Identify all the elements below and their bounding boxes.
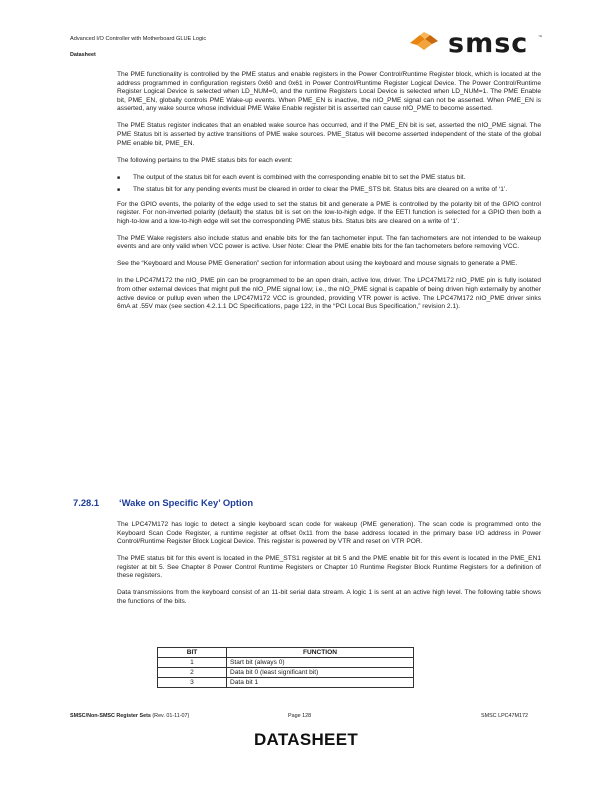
list-item-text: The status bit for any pending events must be cleared in order to clear the PME_STS bit. Status bits are cleared on a write of ‘1’.: [133, 186, 508, 194]
paragraph-pme-functionality: The PME functionality is controlled by the PME status and enable registers in the Power Control/Runtime Register block, which is located at the address programmed in configuration registers 0x60 and 0x61 in Power Control/Runtime Register Logical Device. The Power Control/Runtime Register Logical Device is selected when LD_NUM=0, and the runtime Registers Local Device is selected when LD_NUM=1. The PME Enable bit, PME_EN, globally controls PME Wake-up events. When PME_EN is inactive, the nIO_PME signal can not be asserted. When PME_EN is asserted, any wake source whose individual PME Wake Enable register bit is asserted can cause nIO_PME to become asserted.: [117, 71, 541, 113]
table-header-row: [158, 648, 414, 658]
smsc-logo: [408, 30, 548, 58]
smsc-logo-icon: [408, 31, 440, 55]
section-number: 7.28.1: [73, 497, 100, 508]
table-row: [158, 678, 414, 688]
paragraph-keyboard-mouse: See the “Keyboard and Mouse PME Generation” section for information about using the keyboard and mouse signals to generate a PME.: [117, 260, 518, 268]
trademark-symbol: ™: [538, 34, 542, 39]
paragraph-scan-code: The LPC47M172 has logic to detect a single keyboard scan code for wakeup (PME generation). The scan code is programmed onto the Keyboard Scan Code Register, a runtime register at offset 0x11 from the base address located in the primary base I/O address in Power Control/Runtime Register Block Logical Device. This register is powered by VTR and reset on VTR POR.: [117, 521, 541, 546]
table-cell-function: Data bit 0 (least significant bit): [227, 668, 414, 678]
list-item: [117, 186, 541, 195]
footer-left: [70, 713, 189, 719]
list-item-text: The output of the status bit for each event is combined with the corresponding enable bit to set the PME status bit.: [133, 173, 466, 181]
status-bits-list: [117, 174, 541, 195]
table-cell-function: Data bit 1: [227, 678, 414, 688]
paragraph-pme-status-bit: The PME status bit for this event is located in the PME_STS1 register at bit 5 and the PME enable bit for this event is located in the PME_EN1 register at bit 5. See Chapter 8 Power Control Runtime Registers or Chapter 10 Runtime Register Block Runtime Registers for a definition of these registers.: [117, 555, 541, 580]
document-title: Advanced I/O Controller with Motherboard GLUE Logic: [70, 36, 207, 42]
list-item: [117, 174, 541, 183]
section-body-text: [117, 521, 541, 615]
paragraph-gpio-events: For the GPIO events, the polarity of the edge used to set the status bit and generate a PME is controlled by the polarity bit of the GPIO control register. For non-inverted polarity (default) the status bit is set on the low-to-high edge. If the EETI function is selected for a GPIO then both a high-to-low and a low-to-high edge will set the corresponding PME status bits. Status bits are cleared on a write of ‘1’.: [117, 200, 541, 225]
table-cell-bit: 2: [158, 668, 227, 678]
body-text: [117, 71, 541, 320]
bullet-icon: ■: [117, 187, 121, 194]
table-cell-bit: 1: [158, 658, 227, 668]
datasheet-banner: DATASHEET: [253, 730, 359, 749]
table-cell-function: Start bit (always 0): [227, 658, 414, 668]
page-number: Page 128: [288, 713, 312, 719]
table-row: [158, 658, 414, 668]
paragraph-data-transmissions: Data transmissions from the keyboard consist of an 11-bit serial data stream. A logic 1 is sent at an active high level. The following table shows the functions of the bits.: [117, 589, 541, 605]
paragraph-status-bits-intro: The following pertains to the PME status bits for each event:: [117, 156, 293, 164]
section-heading: [73, 497, 253, 508]
paragraph-fan-tachometer: The PME Wake registers also include status and enable bits for the fan tachometer input. The fan tachometers are not intended to be wakeup events and are only valid when VCC power is active. User Note: Clear the PME enable bits for the fan tachometers before removing VCC.: [117, 234, 541, 251]
bit-function-table: [157, 647, 414, 688]
logo-text: smsc: [448, 28, 529, 59]
section-title: ‘Wake on Specific Key’ Option: [119, 497, 254, 508]
column-header-bit: BIT: [158, 648, 227, 658]
column-header-function: FUNCTION: [227, 648, 414, 658]
table-cell-bit: 3: [158, 678, 227, 688]
paragraph-nio-pme-pin: In the LPC47M172 the nIO_PME pin can be programmed to be an open drain, active low, driver. The LPC47M172 nIO_PME pin is fully isolated from other external devices that might pull the nIO_PME signal low; i.e., the nIO_PME signal is capable of being driven high externally by another active device or pullup even when the LPC47M172 VCC is grounded, providing VTR power is active. The LPC47M172 nIO_PME driver sinks 6mA at .55V max (see section 4.2.1.1 DC Specifications, page 122, in the “PCI Local Bus Specification,” revision 2.1).: [117, 277, 541, 311]
footer-revision: (Rev. 01-11-07): [152, 713, 190, 719]
smsc-logo-wordmark: [448, 28, 528, 59]
document-type: Datasheet: [70, 52, 96, 58]
table-row: [158, 668, 414, 678]
paragraph-pme-status-register: The PME Status register indicates that an enabled wake source has occurred, and if the PME_EN bit is set, asserted the nIO_PME signal. The PME Status bit is asserted by active transitions of PME wake sources. PME_Status will become asserted independent of the state of the global PME enable bit, PME_EN.: [117, 122, 541, 147]
bullet-icon: ■: [117, 174, 121, 181]
footer-section-name: SMSC/Non-SMSC Register Sets: [70, 713, 151, 719]
footer-right: SMSC LPC47M172: [481, 713, 529, 719]
